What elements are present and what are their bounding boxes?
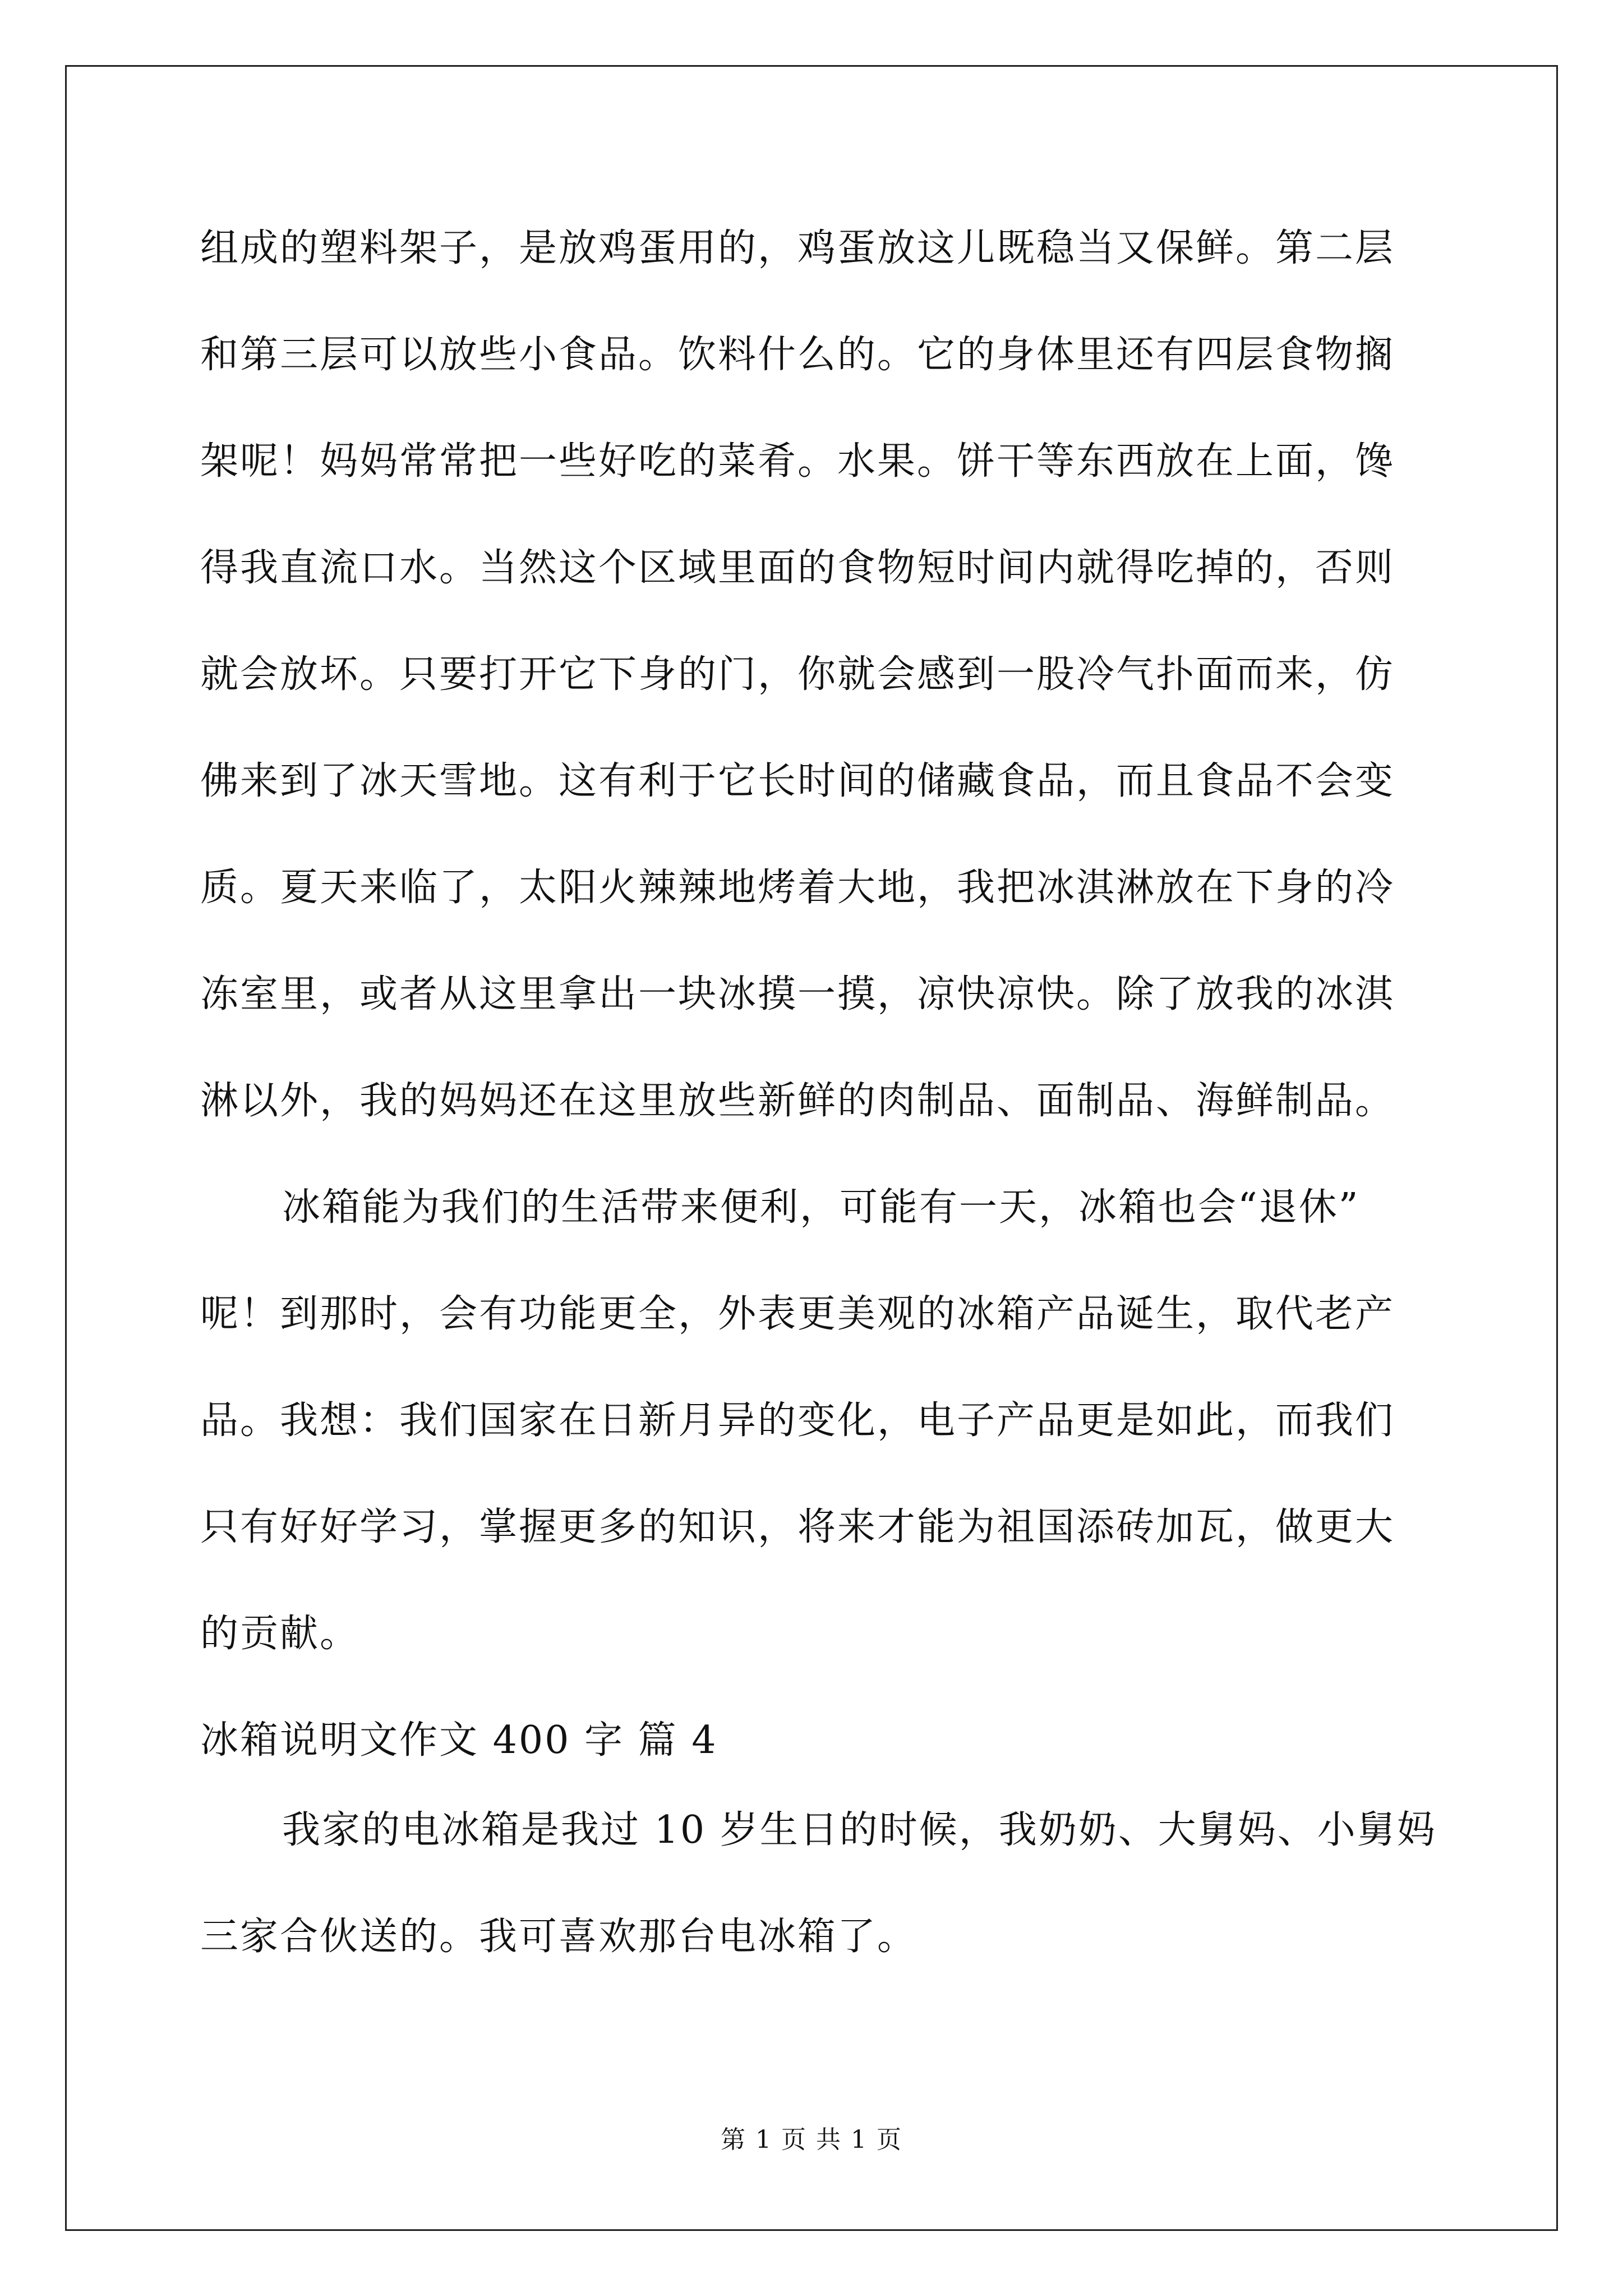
text-line: 品。我想：我们国家在日新月异的变化，电子产品更是如此，而我们 [200,1398,1395,1443]
text-line: 就会放坏。只要打开它下身的门，你就会感到一股冷气扑面而来，仿 [200,652,1395,697]
paragraph-3 [200,1795,1437,2008]
text-line: 冰箱能为我们的生活带来便利，可能有一天，冰箱也会“退休” [282,1185,1360,1230]
text-line: 淋以外，我的妈妈还在这里放些新鲜的肉制品、面制品、海鲜制品。 [200,1079,1395,1123]
text-line: 架呢！妈妈常常把一些好吃的菜肴。水果。饼干等东西放在上面，馋 [200,439,1395,484]
paragraph-2 [200,1172,1428,1705]
text-line: 的贡献。 [200,1612,360,1656]
text-line: 和第三层可以放些小食品。饮料什么的。它的身体里还有四层食物搁 [200,333,1395,377]
text-line: 佛来到了冰天雪地。这有利于它长时间的储藏食品，而且食品不会变 [200,759,1395,803]
text-line: 三家合伙送的。我可喜欢那台电冰箱了。 [200,1915,917,1959]
text-line: 冻室里，或者从这里拿出一块冰摸一摸，凉快凉快。除了放我的冰淇 [200,972,1395,1016]
text-line: 组成的塑料架子，是放鸡蛋用的，鸡蛋放这儿既稳当又保鲜。第二层 [200,226,1395,270]
text-line: 质。夏天来临了，太阳火辣辣地烤着大地，我把冰淇淋放在下身的冷 [200,866,1395,910]
paragraph-1 [200,213,1428,1172]
document-body [200,213,1437,2008]
text-line: 只有好好学习，掌握更多的知识，将来才能为祖国添砖加瓦，做更大 [200,1505,1395,1549]
text-line: 得我直流口水。当然这个区域里面的食物短时间内就得吃掉的，否则 [200,546,1395,590]
section-heading: 冰箱说明文作文 400 字 篇 4 [200,1718,718,1763]
text-line: 呢！到那时，会有功能更全，外表更美观的冰箱产品诞生，取代老产 [200,1292,1395,1336]
text-line: 我家的电冰箱是我过 10 岁生日的时候，我奶奶、大舅妈、小舅妈 [282,1808,1437,1852]
page-footer: 第 1 页 共 1 页 [721,2125,902,2154]
